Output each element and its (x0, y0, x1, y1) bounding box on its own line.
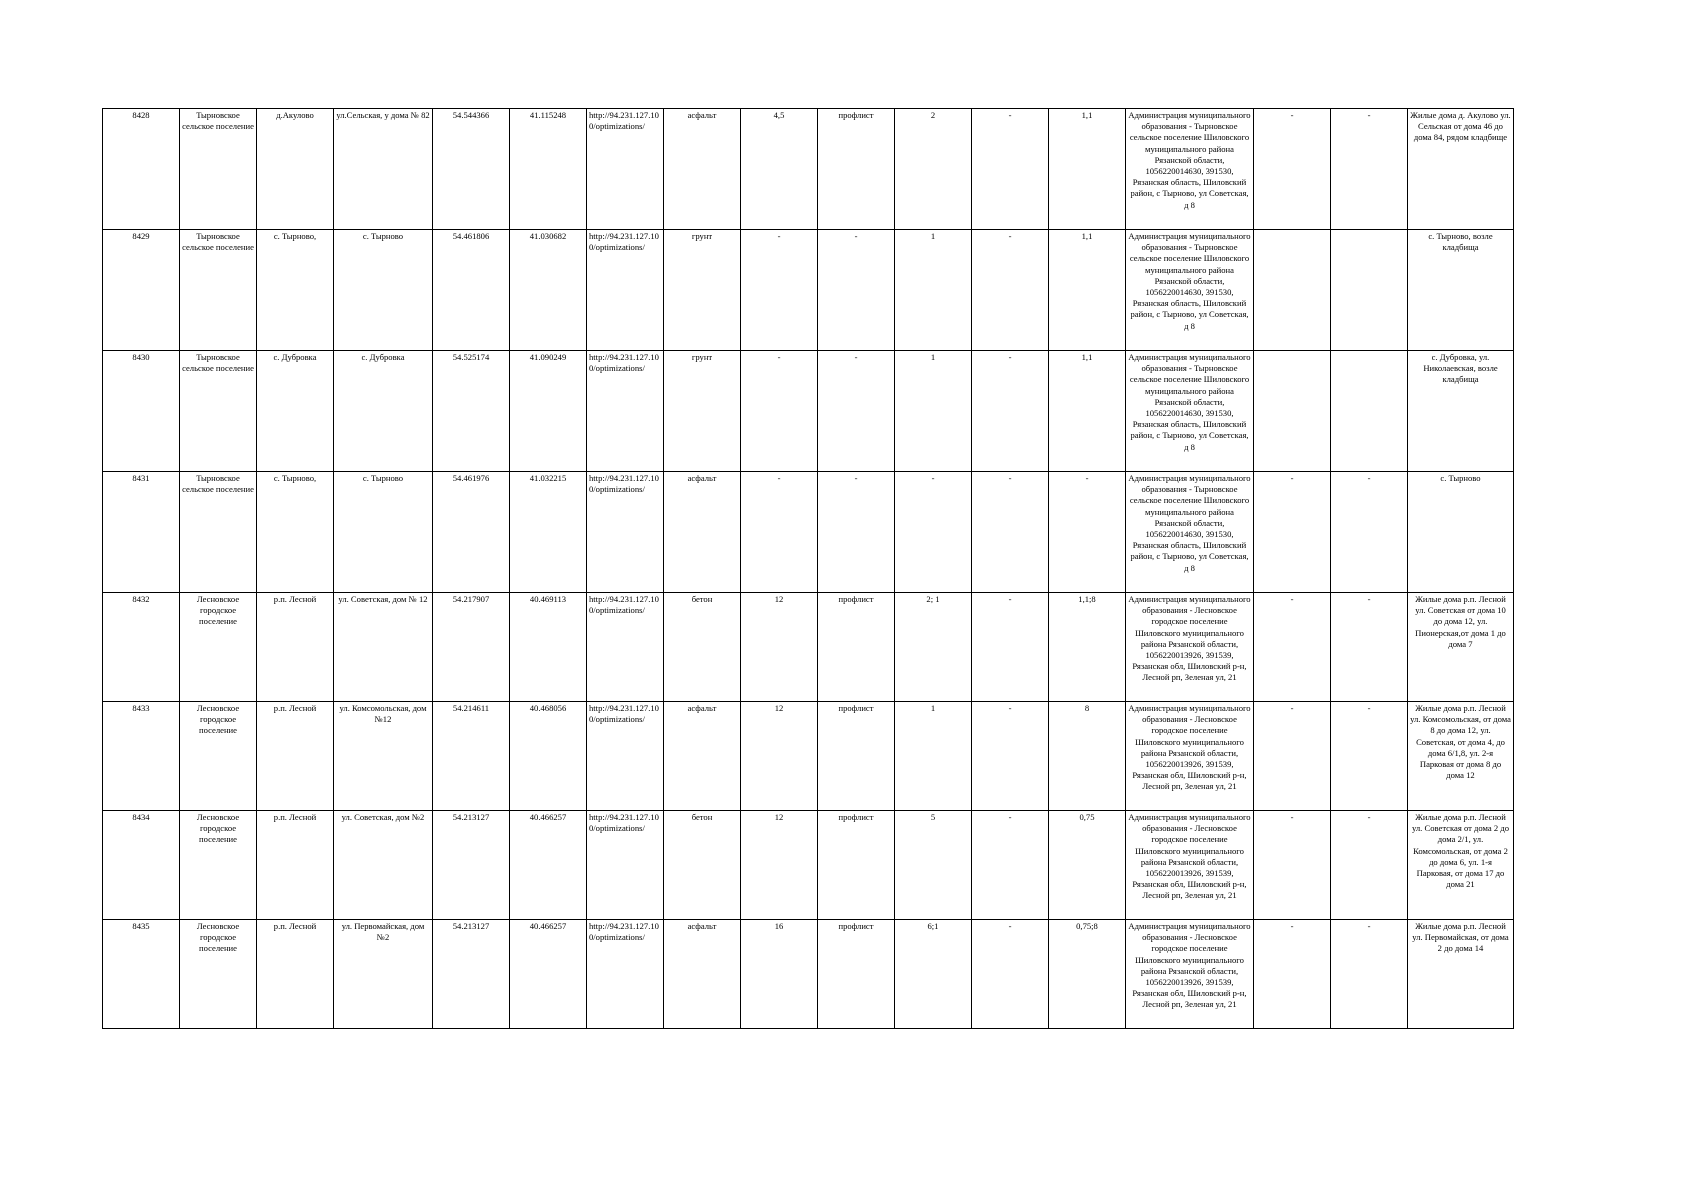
locality-cell: с. Дубровка (257, 351, 334, 472)
surface-type-cell: грунт (664, 351, 741, 472)
column-16-cell: - (1331, 702, 1408, 811)
site-id-cell: 8431 (103, 472, 180, 593)
latitude-cell: 54.544366 (433, 109, 510, 230)
latitude-cell: 54.214611 (433, 702, 510, 811)
owner-info-cell: Администрация муниципального образования - Тырновское сельское поселение Шиловского муниципального района Рязанской области, 1056220014630, 391530, Рязанская область, Шиловский район, с Тырново, ул Советская, д 8 (1126, 351, 1254, 472)
container-volume-cell: 1,1;8 (1049, 593, 1126, 702)
map-link-cell[interactable]: http://94.231.127.100/optimizations/ (587, 702, 664, 811)
container-count-cell: 1 (895, 351, 972, 472)
settlement-cell: Тырновское сельское поселение (180, 230, 257, 351)
map-link-cell[interactable]: http://94.231.127.100/optimizations/ (587, 593, 664, 702)
table-row (103, 811, 1514, 920)
fence-type-cell: профлист (818, 920, 895, 1029)
column-16-cell: - (1331, 593, 1408, 702)
locality-cell: с. Тырново, (257, 230, 334, 351)
site-id-cell: 8432 (103, 593, 180, 702)
surface-type-cell: бетон (664, 593, 741, 702)
longitude-cell: 41.115248 (510, 109, 587, 230)
waste-sources-cell: Жилые дома р.п. Лесной ул. Комсомольская, от дома 8 до дома 12, ул. Советская, от дома 4, до дома 6/1,8, ул. 2-я Парковая от дома 8 до дома 12 (1408, 702, 1514, 811)
container-count-cell: 5 (895, 811, 972, 920)
address-cell: ул. Комсомольская, дом №12 (334, 702, 433, 811)
settlement-cell: Лесновское городское поселение (180, 811, 257, 920)
table-row (103, 593, 1514, 702)
site-id-cell: 8435 (103, 920, 180, 1029)
settlement-cell: Тырновское сельское поселение (180, 109, 257, 230)
waste-sources-cell: Жилые дома р.п. Лесной ул. Советская от дома 10 до дома 12, ул. Пионерская,от дома 1 до дома 7 (1408, 593, 1514, 702)
waste-sources-cell: Жилые дома р.п. Лесной ул. Советская от дома 2 до дома 2/1, ул. Комсомольская, от дома 2 до дома 6, ул. 1-я Парковая, от дома 17 до дома 21 (1408, 811, 1514, 920)
area-cell: - (741, 472, 818, 593)
registry-table (102, 108, 1514, 1029)
bunker-count-cell: - (972, 920, 1049, 1029)
address-cell: с. Тырново (334, 230, 433, 351)
settlement-cell: Лесновское городское поселение (180, 702, 257, 811)
latitude-cell: 54.217907 (433, 593, 510, 702)
site-id-cell: 8434 (103, 811, 180, 920)
latitude-cell: 54.461976 (433, 472, 510, 593)
container-count-cell: 1 (895, 702, 972, 811)
column-15-cell: - (1254, 920, 1331, 1029)
owner-info-cell: Администрация муниципального образования - Тырновское сельское поселение Шиловского муниципального района Рязанской области, 1056220014630, 391530, Рязанская область, Шиловский район, с Тырново, ул Советская, д 8 (1126, 472, 1254, 593)
column-15-cell (1254, 230, 1331, 351)
latitude-cell: 54.213127 (433, 811, 510, 920)
container-count-cell: 2 (895, 109, 972, 230)
waste-sources-cell: с. Дубровка, ул. Николаевская, возле кладбища (1408, 351, 1514, 472)
surface-type-cell: бетон (664, 811, 741, 920)
waste-sources-cell: Жилые дома д. Акулово ул. Сельская от дома 46 до дома 84, рядом кладбище (1408, 109, 1514, 230)
site-id-cell: 8428 (103, 109, 180, 230)
column-15-cell: - (1254, 472, 1331, 593)
longitude-cell: 41.030682 (510, 230, 587, 351)
area-cell: 12 (741, 593, 818, 702)
locality-cell: д.Акулово (257, 109, 334, 230)
longitude-cell: 40.466257 (510, 920, 587, 1029)
container-volume-cell: - (1049, 472, 1126, 593)
area-cell: - (741, 351, 818, 472)
address-cell: ул. Советская, дом № 12 (334, 593, 433, 702)
column-15-cell: - (1254, 593, 1331, 702)
table-row (103, 472, 1514, 593)
area-cell: 4,5 (741, 109, 818, 230)
fence-type-cell: профлист (818, 702, 895, 811)
longitude-cell: 40.468056 (510, 702, 587, 811)
owner-info-cell: Администрация муниципального образования - Лесновское городское поселение Шиловского муниципального района Рязанской области, 1056220013926, 391539, Рязанская обл, Шиловский р-н, Лесной рп, Зеленая ул, 21 (1126, 920, 1254, 1029)
column-16-cell: - (1331, 920, 1408, 1029)
fence-type-cell: - (818, 351, 895, 472)
owner-info-cell: Администрация муниципального образования - Тырновское сельское поселение Шиловского муниципального района Рязанской области, 1056220014630, 391530, Рязанская область, Шиловский район, с Тырново, ул Советская, д 8 (1126, 230, 1254, 351)
column-15-cell: - (1254, 702, 1331, 811)
column-16-cell: - (1331, 109, 1408, 230)
table-row (103, 351, 1514, 472)
settlement-cell: Тырновское сельское поселение (180, 351, 257, 472)
longitude-cell: 40.469113 (510, 593, 587, 702)
fence-type-cell: профлист (818, 109, 895, 230)
owner-info-cell: Администрация муниципального образования - Лесновское городское поселение Шиловского муниципального района Рязанской области, 1056220013926, 391539, Рязанская обл, Шиловский р-н, Лесной рп, Зеленая ул, 21 (1126, 702, 1254, 811)
settlement-cell: Лесновское городское поселение (180, 593, 257, 702)
map-link-cell[interactable]: http://94.231.127.100/optimizations/ (587, 351, 664, 472)
fence-type-cell: профлист (818, 593, 895, 702)
latitude-cell: 54.461806 (433, 230, 510, 351)
address-cell: с. Дубровка (334, 351, 433, 472)
registry-body (103, 109, 1514, 1029)
waste-sources-cell: с. Тырново, возле кладбища (1408, 230, 1514, 351)
locality-cell: р.п. Лесной (257, 702, 334, 811)
bunker-count-cell: - (972, 109, 1049, 230)
table-row (103, 920, 1514, 1029)
surface-type-cell: грунт (664, 230, 741, 351)
column-16-cell: - (1331, 472, 1408, 593)
latitude-cell: 54.525174 (433, 351, 510, 472)
column-16-cell: - (1331, 811, 1408, 920)
locality-cell: р.п. Лесной (257, 920, 334, 1029)
table-row (103, 702, 1514, 811)
fence-type-cell: - (818, 230, 895, 351)
container-volume-cell: 8 (1049, 702, 1126, 811)
fence-type-cell: - (818, 472, 895, 593)
settlement-cell: Лесновское городское поселение (180, 920, 257, 1029)
surface-type-cell: асфальт (664, 472, 741, 593)
map-link-cell[interactable]: http://94.231.127.100/optimizations/ (587, 920, 664, 1029)
surface-type-cell: асфальт (664, 920, 741, 1029)
surface-type-cell: асфальт (664, 702, 741, 811)
map-link-cell[interactable]: http://94.231.127.100/optimizations/ (587, 230, 664, 351)
site-id-cell: 8433 (103, 702, 180, 811)
map-link-cell[interactable]: http://94.231.127.100/optimizations/ (587, 109, 664, 230)
bunker-count-cell: - (972, 230, 1049, 351)
bunker-count-cell: - (972, 351, 1049, 472)
container-count-cell: - (895, 472, 972, 593)
site-id-cell: 8430 (103, 351, 180, 472)
map-link-cell[interactable]: http://94.231.127.100/optimizations/ (587, 811, 664, 920)
column-15-cell: - (1254, 109, 1331, 230)
container-volume-cell: 0,75;8 (1049, 920, 1126, 1029)
longitude-cell: 41.090249 (510, 351, 587, 472)
area-cell: 16 (741, 920, 818, 1029)
map-link-cell[interactable]: http://94.231.127.100/optimizations/ (587, 472, 664, 593)
column-16-cell (1331, 230, 1408, 351)
locality-cell: р.п. Лесной (257, 811, 334, 920)
locality-cell: с. Тырново, (257, 472, 334, 593)
area-cell: 12 (741, 811, 818, 920)
table-row (103, 230, 1514, 351)
locality-cell: р.п. Лесной (257, 593, 334, 702)
surface-type-cell: асфальт (664, 109, 741, 230)
column-16-cell (1331, 351, 1408, 472)
longitude-cell: 41.032215 (510, 472, 587, 593)
address-cell: ул. Первомайская, дом №2 (334, 920, 433, 1029)
container-volume-cell: 1,1 (1049, 230, 1126, 351)
container-volume-cell: 0,75 (1049, 811, 1126, 920)
settlement-cell: Тырновское сельское поселение (180, 472, 257, 593)
bunker-count-cell: - (972, 472, 1049, 593)
container-volume-cell: 1,1 (1049, 351, 1126, 472)
site-id-cell: 8429 (103, 230, 180, 351)
bunker-count-cell: - (972, 702, 1049, 811)
address-cell: ул.Сельская, у дома № 82 (334, 109, 433, 230)
longitude-cell: 40.466257 (510, 811, 587, 920)
owner-info-cell: Администрация муниципального образования - Лесновское городское поселение Шиловского муниципального района Рязанской области, 1056220013926, 391539, Рязанская обл, Шиловский р-н, Лесной рп, Зеленая ул, 21 (1126, 811, 1254, 920)
column-15-cell (1254, 351, 1331, 472)
owner-info-cell: Администрация муниципального образования - Лесновское городское поселение Шиловского муниципального района Рязанской области, 1056220013926, 391539, Рязанская обл, Шиловский р-н, Лесной рп, Зеленая ул, 21 (1126, 593, 1254, 702)
container-count-cell: 2; 1 (895, 593, 972, 702)
fence-type-cell: профлист (818, 811, 895, 920)
area-cell: 12 (741, 702, 818, 811)
address-cell: с. Тырново (334, 472, 433, 593)
table-row (103, 109, 1514, 230)
waste-sources-cell: Жилые дома р.п. Лесной ул. Первомайская, от дома 2 до дома 14 (1408, 920, 1514, 1029)
bunker-count-cell: - (972, 811, 1049, 920)
owner-info-cell: Администрация муниципального образования - Тырновское сельское поселение Шиловского муниципального района Рязанской области, 1056220014630, 391530, Рязанская область, Шиловский район, с Тырново, ул Советская, д 8 (1126, 109, 1254, 230)
address-cell: ул. Советская, дом №2 (334, 811, 433, 920)
container-count-cell: 1 (895, 230, 972, 351)
area-cell: - (741, 230, 818, 351)
bunker-count-cell: - (972, 593, 1049, 702)
container-volume-cell: 1,1 (1049, 109, 1126, 230)
container-count-cell: 6;1 (895, 920, 972, 1029)
latitude-cell: 54.213127 (433, 920, 510, 1029)
column-15-cell: - (1254, 811, 1331, 920)
waste-sources-cell: с. Тырново (1408, 472, 1514, 593)
